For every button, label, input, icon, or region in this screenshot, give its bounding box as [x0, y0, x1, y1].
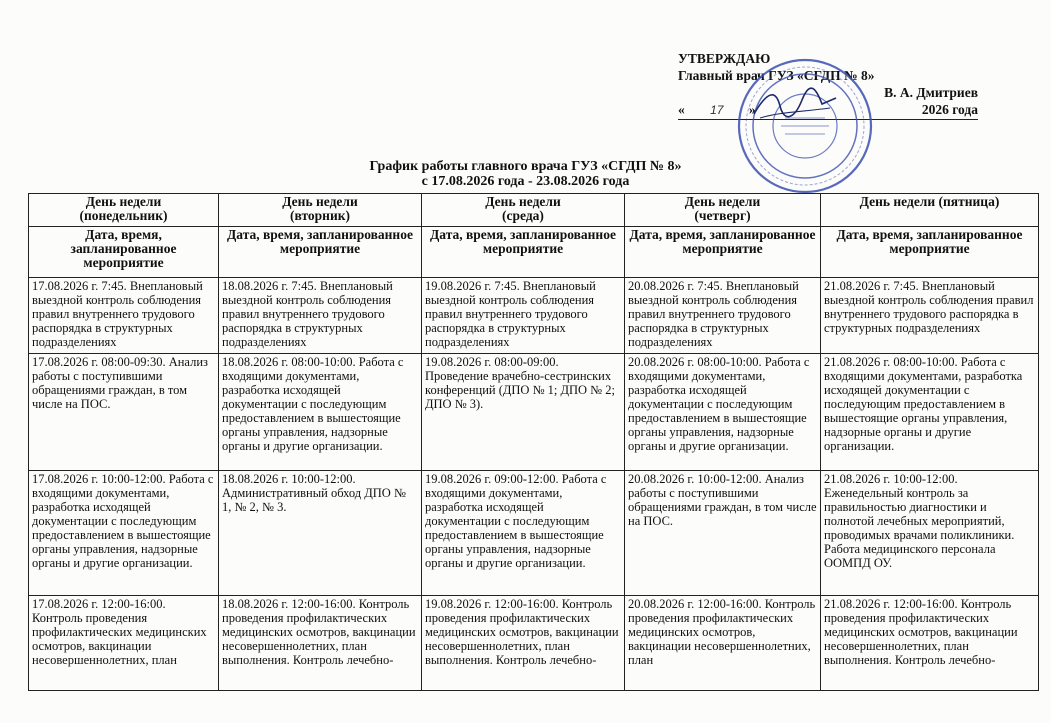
schedule-table: [28, 193, 1039, 691]
approver-name: В. А. Дмитриев: [884, 85, 978, 100]
table-cell: 19.08.2026 г. 08:00-09:00. Проведение врачебно-сестринских конференций (ДПО № 1; ДПО № 2; ДПО № 3).: [422, 354, 625, 471]
document-title: [0, 159, 1051, 189]
table-cell: 20.08.2026 г. 08:00-10:00. Работа с входящими документами, разработка исходящей документации с последующим предоставлением в вышестоящие органы управления, надзорные органы и другие организации.: [625, 354, 821, 471]
quote-open: «: [678, 102, 685, 117]
table-row: [29, 596, 1039, 691]
approval-year: 2026 года: [921, 102, 978, 117]
approver-position: Главный врач ГУЗ «СГДП № 8»: [678, 68, 875, 83]
table-cell: 19.08.2026 г. 09:00-12:00. Работа с входящими документами, разработка исходящей документации с последующим предоставлением в вышестоящие органы управления, надзорные органы и другие организации.: [422, 471, 625, 596]
table-cell: 18.08.2026 г. 12:00-16:00. Контроль проведения профилактических медицинских осмотров, вакцинации несовершеннолетних, план выполнения. Контроль лечебно-: [219, 596, 422, 691]
table-cell: 17.08.2026 г. 08:00-09:30. Анализ работы с поступившими обращениями граждан, в том числе на ПОС.: [29, 354, 219, 471]
table-cell: 21.08.2026 г. 12:00-16:00. Контроль проведения профилактических медицинских осмотров, вакцинации несовершеннолетних, план выполнения. Контроль лечебно-: [821, 596, 1039, 691]
table-cell: 21.08.2026 г. 7:45. Внеплановый выездной контроль соблюдения правил внутреннего трудового распорядка в структурных подразделениях: [821, 278, 1039, 354]
table-cell: 17.08.2026 г. 7:45. Внеплановый выездной контроль соблюдения правил внутреннего трудового распорядка в структурных подразделениях: [29, 278, 219, 354]
table-cell: 21.08.2026 г. 10:00-12:00. Еженедельный контроль за правильностью диагностики и полнотой лечебных мероприятий, проводимых врачами поликлиники. Работа медицинского персонала ООМПД ОУ.: [821, 471, 1039, 596]
approval-day: 17: [710, 103, 724, 117]
table-cell: 18.08.2026 г. 08:00-10:00. Работа с входящими документами, разработка исходящей документации с последующим предоставлением в вышестоящие органы управления, надзорные органы и другие организации.: [219, 354, 422, 471]
day-header-fri: День недели (пятница): [821, 194, 1039, 227]
quote-close: »: [748, 102, 756, 117]
title-line-1: График работы главного врача ГУЗ «СГДП № 8»: [369, 159, 682, 174]
day-header-thu: День недели (четверг): [625, 194, 821, 227]
table-cell: 20.08.2026 г. 10:00-12:00. Анализ работы с поступившими обращениями граждан, в том числе на ПОС.: [625, 471, 821, 596]
approval-heading: УТВЕРЖДАЮ: [678, 51, 771, 66]
table-cell: 20.08.2026 г. 12:00-16:00. Контроль проведения профилактических медицинских осмотров, вакцинации несовершеннолетних, план: [625, 596, 821, 691]
table-cell: 18.08.2026 г. 10:00-12:00. Административный обход ДПО № 1, № 2, № 3.: [219, 471, 422, 596]
table-cell: 17.08.2026 г. 10:00-12:00. Работа с входящими документами, разработка исходящей документации с последующим предоставлением в вышестоящие органы управления, надзорные органы и другие организации.: [29, 471, 219, 596]
day-header-mon: День недели (понедельник): [29, 194, 219, 227]
subheader-tue: Дата, время, запланированное мероприятие: [219, 227, 422, 278]
table-cell: 21.08.2026 г. 08:00-10:00. Работа с входящими документами, разработка исходящей документации с последующим предоставлением в вышестоящие органы управления, надзорные органы и другие организации.: [821, 354, 1039, 471]
table-row: [29, 278, 1039, 354]
table-cell: 20.08.2026 г. 7:45. Внеплановый выездной контроль соблюдения правил внутреннего трудового распорядка в структурных подразделениях: [625, 278, 821, 354]
day-header-wed: День недели (среда): [422, 194, 625, 227]
table-row: [29, 354, 1039, 471]
table-cell: 18.08.2026 г. 7:45. Внеплановый выездной контроль соблюдения правил внутреннего трудового распорядка в структурных подразделениях: [219, 278, 422, 354]
subheader-fri: Дата, время, запланированное мероприятие: [821, 227, 1039, 278]
table-row: [29, 471, 1039, 596]
table-cell: 19.08.2026 г. 12:00-16:00. Контроль проведения профилактических медицинских осмотров, вакцинации несовершеннолетних, план выполнения. Контроль лечебно-: [422, 596, 625, 691]
day-header-tue: День недели (вторник): [219, 194, 422, 227]
subheader-mon: Дата, время, запланированное мероприятие: [29, 227, 219, 278]
subheader-thu: Дата, время, запланированное мероприятие: [625, 227, 821, 278]
table-cell: 17.08.2026 г. 12:00-16:00. Контроль проведения профилактических медицинских осмотров, вакцинации несовершеннолетних, план: [29, 596, 219, 691]
signature: [750, 84, 840, 124]
subheader-wed: Дата, время, запланированное мероприятие: [422, 227, 625, 278]
title-line-2: с 17.08.2026 года - 23.08.2026 года: [421, 174, 630, 189]
table-cell: 19.08.2026 г. 7:45. Внеплановый выездной контроль соблюдения правил внутреннего трудового распорядка в структурных подразделениях: [422, 278, 625, 354]
